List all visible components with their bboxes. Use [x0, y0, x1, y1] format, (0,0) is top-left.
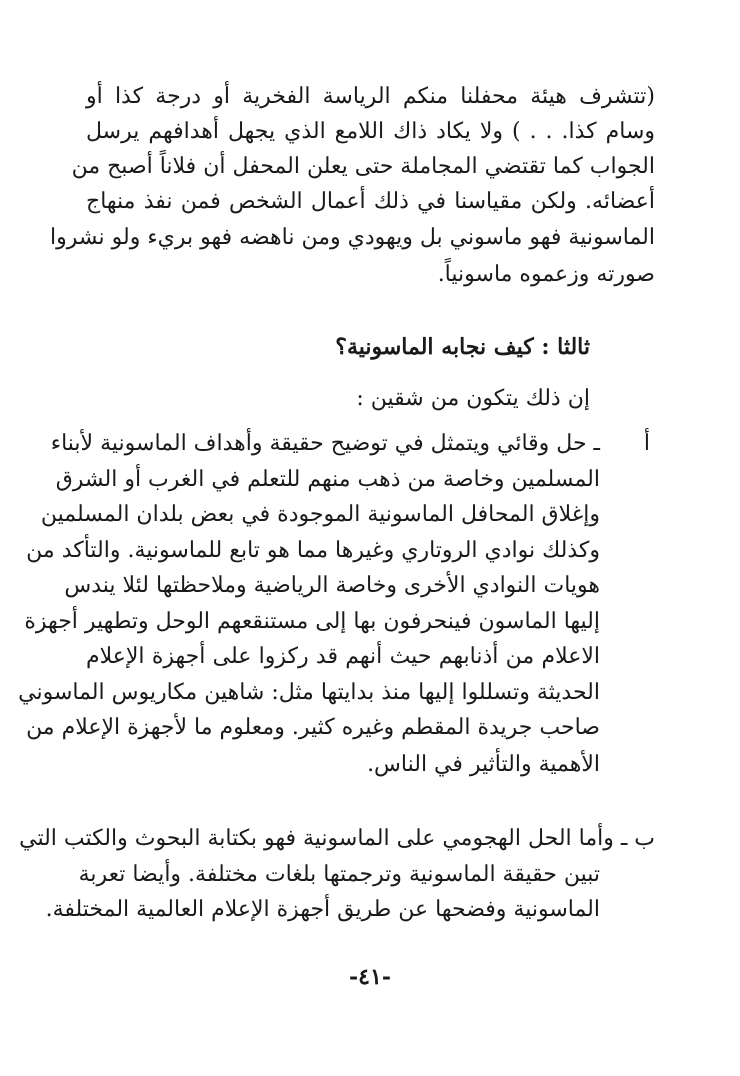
- item-b-line: ب ـ وأما الحل الهجومي على الماسونية فهو بكتابة البحوث والكتب التي: [19, 826, 655, 851]
- item-b-line: الماسونية وفضحها عن طريق أجهزة الإعلام العالمية المختلفة.: [45, 897, 600, 922]
- item-a-marker: أ: [643, 431, 650, 456]
- paragraph-line: الجواب كما تقتضي المجاملة حتى يعلن المحفل أن فلاناً أصبح من: [71, 154, 655, 179]
- paragraph-line: صورته وزعموه ماسونياً.: [437, 262, 655, 287]
- intro-line: إن ذلك يتكون من شقين :: [356, 386, 590, 411]
- item-a-line: وكذلك نوادي الروتاري وغيرها مما هو تابع للماسونية. والتأكد من: [26, 538, 600, 563]
- section-heading: ثالثا : كيف نجابه الماسونية؟: [335, 334, 590, 360]
- item-a-line: الحديثة وتسللوا إليها منذ بدايتها مثل: شاهين مكاريوس الماسوني: [18, 680, 600, 705]
- item-a-line: الأهمية والتأثير في الناس.: [367, 752, 600, 777]
- item-a-line: صاحب جريدة المقطم وغيره كثير. ومعلوم ما لأجهزة الإعلام من: [26, 715, 600, 740]
- paragraph-line: (تتشرف هيئة محفلنا منكم الرياسة الفخرية أو درجة كذا أو: [86, 84, 655, 109]
- paragraph-line: وسام كذا. . . ) ولا يكاد ذاك اللامع الذي يجهل أهدافهم يرسل: [86, 119, 655, 144]
- item-b-line: تبين حقيقة الماسونية وترجمتها بلغات مختلفة. وأيضا تعربة: [78, 862, 600, 887]
- item-a-line: المسلمين وخاصة من ذهب منهم للتعلم في الغرب أو الشرق: [55, 467, 600, 492]
- item-a-line: ـ حل وقائي ويتمثل في توضيح حقيقة وأهداف الماسونية لأبناء: [50, 431, 600, 456]
- paragraph-line: أعضائه. ولكن مقياسنا في ذلك أعمال الشخص فمن نفذ منهاج: [86, 189, 655, 214]
- item-a-line: هويات النوادي الأخرى وخاصة الرياضية وملاحظتها لئلا يندس: [64, 573, 600, 598]
- paragraph-line: الماسونية فهو ماسوني بل ويهودي ومن ناهضه فهو بريء ولو نشروا: [50, 225, 655, 250]
- item-a-line: إليها الماسون فينحرفون بها إلى مستنقعهم الوحل وتطهير أجهزة: [24, 609, 600, 634]
- item-a-line: الاعلام من أذنابهم حيث أنهم قد ركزوا على أجهزة الإعلام: [86, 644, 600, 669]
- page-number: -٤١-: [349, 964, 391, 990]
- item-a-line: وإغلاق المحافل الماسونية الموجودة في بعض بلدان المسلمين: [40, 502, 600, 527]
